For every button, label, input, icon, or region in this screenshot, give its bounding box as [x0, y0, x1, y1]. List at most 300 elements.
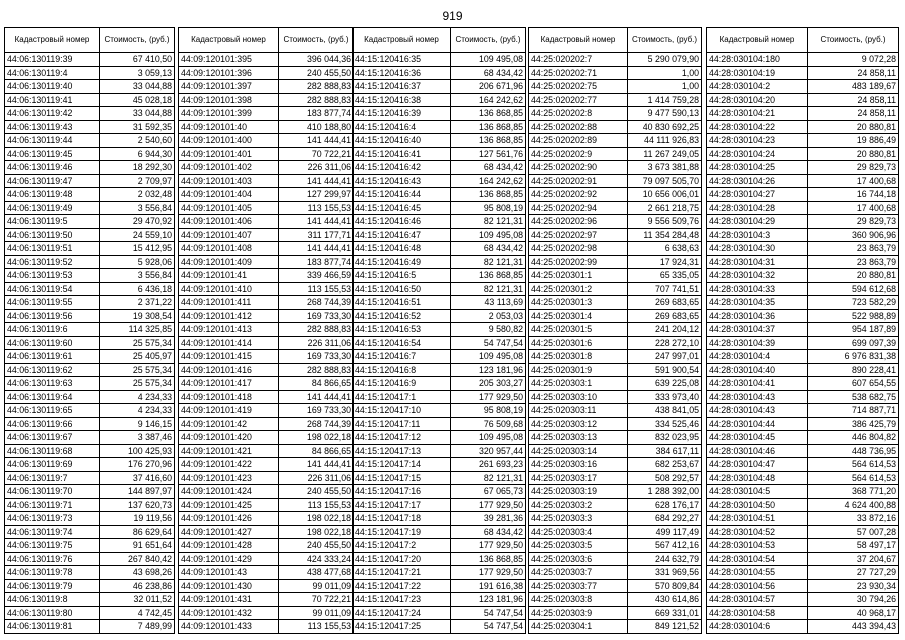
cadastral-header: Кадастровый номер: [707, 28, 808, 53]
table-row: [353, 350, 526, 364]
cadastral-number: 44:25:020303:14: [529, 444, 628, 458]
cost-value: 33 872,16: [808, 512, 899, 526]
cadastral-number: 44:25:020202:71: [529, 66, 628, 80]
cadastral-number: 44:15:120416:39: [353, 107, 451, 121]
table-row: [707, 120, 899, 134]
table-row: [353, 215, 526, 229]
cost-value: 1 288 392,00: [628, 485, 702, 499]
cadastral-number: 44:06:130119:43: [5, 120, 100, 134]
table-row: [179, 188, 354, 202]
cadastral-number: 44:06:130119:73: [5, 512, 100, 526]
cadastral-number: 44:09:120101:421: [179, 444, 279, 458]
cost-value: 169 733,30: [279, 309, 354, 323]
cost-value: 714 887,71: [808, 404, 899, 418]
cost-value: 177 929,50: [451, 539, 526, 553]
table-row: [5, 255, 175, 269]
cadastral-number: 44:09:120101:409: [179, 255, 279, 269]
cost-value: 82 121,31: [451, 282, 526, 296]
cost-value: 25 405,97: [100, 350, 175, 364]
table-row: [179, 255, 354, 269]
cadastral-number: 44:15:120416:8: [353, 363, 451, 377]
cost-value: 564 614,53: [808, 471, 899, 485]
cost-value: 169 733,30: [279, 404, 354, 418]
cadastral-number: 44:28:030104:4: [707, 350, 808, 364]
cost-value: 424 333,24: [279, 552, 354, 566]
table-row: [179, 458, 354, 472]
cost-value: 82 121,31: [451, 471, 526, 485]
cost-value: 2 371,22: [100, 296, 175, 310]
cadastral-number: 44:09:120101:417: [179, 377, 279, 391]
cadastral-number: 44:25:020301:5: [529, 323, 628, 337]
cost-value: 84 866,65: [279, 377, 354, 391]
table-row: [707, 363, 899, 377]
table-row: [707, 282, 899, 296]
cadastral-number: 44:25:020303:9: [529, 606, 628, 620]
cadastral-number: 44:28:030104:57: [707, 593, 808, 607]
table-row: [353, 296, 526, 310]
cost-value: 79 097 505,70: [628, 174, 702, 188]
cost-value: 43 698,26: [100, 566, 175, 580]
cost-value: 123 181,96: [451, 363, 526, 377]
cost-value: 141 444,41: [279, 215, 354, 229]
table-row: [179, 593, 354, 607]
cadastral-number: 44:06:130119:40: [5, 80, 100, 94]
cost-value: 4 742,45: [100, 606, 175, 620]
cost-value: 29 829,73: [808, 161, 899, 175]
cadastral-number: 44:25:020301:9: [529, 363, 628, 377]
cost-value: 40 968,17: [808, 606, 899, 620]
table-row: [5, 525, 175, 539]
table-row: [179, 552, 354, 566]
cost-value: 136 868,85: [451, 188, 526, 202]
cost-value: 3 556,84: [100, 269, 175, 283]
cadastral-number: 44:09:120101:400: [179, 134, 279, 148]
cost-value: 3 387,46: [100, 431, 175, 445]
table-row: [707, 161, 899, 175]
table-row: [5, 471, 175, 485]
cost-value: 268 744,39: [279, 417, 354, 431]
cadastral-number: 44:15:120416:40: [353, 134, 451, 148]
cost-value: 269 683,65: [628, 296, 702, 310]
table-row: [529, 188, 702, 202]
table-row: [529, 417, 702, 431]
cost-value: 448 736,95: [808, 444, 899, 458]
cost-table-2: [178, 27, 354, 634]
cadastral-number: 44:25:020303:1: [529, 377, 628, 391]
cost-value: 100 425,93: [100, 444, 175, 458]
cost-value: 198 022,18: [279, 525, 354, 539]
cadastral-number: 44:09:120101:432: [179, 606, 279, 620]
cadastral-number: 44:15:120417:24: [353, 606, 451, 620]
cost-value: 32 011,52: [100, 593, 175, 607]
cadastral-number: 44:15:120417:25: [353, 620, 451, 634]
table-row: [5, 404, 175, 418]
cost-value: 890 228,41: [808, 363, 899, 377]
table-row: [179, 66, 354, 80]
table-row: [353, 539, 526, 553]
cadastral-number: 44:28:030104:6: [707, 620, 808, 634]
table-row: [5, 93, 175, 107]
table-row: [353, 336, 526, 350]
table-row: [179, 309, 354, 323]
table-row: [353, 498, 526, 512]
table-row: [529, 282, 702, 296]
table-row: [529, 228, 702, 242]
cost-value: 699 097,39: [808, 336, 899, 350]
table-row: [707, 174, 899, 188]
cost-value: 176 270,96: [100, 458, 175, 472]
cost-value: 311 177,71: [279, 228, 354, 242]
cadastral-number: 44:15:120417:23: [353, 593, 451, 607]
cost-value: 446 804,82: [808, 431, 899, 445]
cadastral-number: 44:06:130119:64: [5, 390, 100, 404]
cadastral-number: 44:09:120101:404: [179, 188, 279, 202]
cost-value: 70 722,21: [279, 147, 354, 161]
cadastral-number: 44:15:120417:20: [353, 552, 451, 566]
cadastral-number: 44:09:120101:43: [179, 566, 279, 580]
cost-value: 17 400,68: [808, 174, 899, 188]
cadastral-number: 44:09:120101:413: [179, 323, 279, 337]
cadastral-number: 44:28:030104:35: [707, 296, 808, 310]
cadastral-number: 44:15:120416:54: [353, 336, 451, 350]
cost-value: 183 877,74: [279, 107, 354, 121]
cost-value: 368 771,20: [808, 485, 899, 499]
cost-value: 99 011,09: [279, 606, 354, 620]
table-row: [707, 80, 899, 94]
cost-value: 109 495,08: [451, 228, 526, 242]
table-row: [353, 377, 526, 391]
cadastral-number: 44:09:120101:401: [179, 147, 279, 161]
cost-value: 27 727,29: [808, 566, 899, 580]
cadastral-number: 44:06:130119:67: [5, 431, 100, 445]
cost-value: 682 253,67: [628, 458, 702, 472]
table-row: [529, 80, 702, 94]
cadastral-number: 44:28:030104:27: [707, 188, 808, 202]
cadastral-number: 44:15:120416:45: [353, 201, 451, 215]
cost-value: 30 794,26: [808, 593, 899, 607]
cadastral-number: 44:09:120101:412: [179, 309, 279, 323]
cost-value: 23 930,34: [808, 579, 899, 593]
table-row: [529, 93, 702, 107]
cost-value: 19 119,56: [100, 512, 175, 526]
cadastral-number: 44:28:030104:22: [707, 120, 808, 134]
cost-value: 17 400,68: [808, 201, 899, 215]
table-row: [529, 296, 702, 310]
table-row: [5, 620, 175, 634]
cost-value: 4 234,33: [100, 390, 175, 404]
table-row: [5, 174, 175, 188]
table-row: [707, 579, 899, 593]
cost-value: 538 682,75: [808, 390, 899, 404]
table-row: [353, 593, 526, 607]
table-row: [179, 377, 354, 391]
cadastral-number: 44:28:030104:20: [707, 93, 808, 107]
table-row: [5, 417, 175, 431]
cost-value: 127 561,76: [451, 147, 526, 161]
cost-value: 164 242,62: [451, 93, 526, 107]
cadastral-number: 44:15:120417:11: [353, 417, 451, 431]
table-row: [179, 174, 354, 188]
table-row: [5, 53, 175, 67]
table-row: [707, 485, 899, 499]
cadastral-number: 44:15:120417:22: [353, 579, 451, 593]
cost-value: 177 929,50: [451, 566, 526, 580]
cadastral-number: 44:09:120101:40: [179, 120, 279, 134]
table-row: [707, 552, 899, 566]
table-row: [707, 255, 899, 269]
table-row: [353, 242, 526, 256]
cost-value: 11 354 284,48: [628, 228, 702, 242]
cadastral-number: 44:28:030104:26: [707, 174, 808, 188]
cost-value: 24 858,11: [808, 93, 899, 107]
table-header-row: [353, 28, 526, 53]
cost-value: 19 886,49: [808, 134, 899, 148]
cadastral-number: 44:09:120101:423: [179, 471, 279, 485]
cost-value: 244 632,79: [628, 552, 702, 566]
cadastral-number: 44:09:120101:427: [179, 525, 279, 539]
cadastral-number: 44:25:020202:77: [529, 93, 628, 107]
cadastral-number: 44:28:030104:53: [707, 539, 808, 553]
cadastral-number: 44:06:130119:76: [5, 552, 100, 566]
table-row: [707, 377, 899, 391]
cost-value: 384 617,11: [628, 444, 702, 458]
table-row: [529, 255, 702, 269]
cadastral-number: 44:28:030104:21: [707, 107, 808, 121]
cadastral-number: 44:25:020301:6: [529, 336, 628, 350]
cost-value: 6 976 831,38: [808, 350, 899, 364]
cadastral-number: 44:15:120416:41: [353, 147, 451, 161]
table-row: [5, 215, 175, 229]
table-row: [179, 363, 354, 377]
cadastral-number: 44:06:130119:41: [5, 93, 100, 107]
table-row: [5, 363, 175, 377]
table-row: [179, 161, 354, 175]
cadastral-number: 44:28:030104:40: [707, 363, 808, 377]
table-row: [353, 107, 526, 121]
cadastral-header: Кадастровый номер: [179, 28, 279, 53]
cadastral-number: 44:06:130119:71: [5, 498, 100, 512]
cost-header: Стоимость, (руб.): [808, 28, 899, 53]
cost-value: 17 924,31: [628, 255, 702, 269]
table-row: [179, 444, 354, 458]
table-row: [353, 269, 526, 283]
cadastral-number: 44:15:120416:51: [353, 296, 451, 310]
cost-value: 25 575,34: [100, 377, 175, 391]
cadastral-number: 44:28:030104:43: [707, 404, 808, 418]
cost-value: 33 044,88: [100, 80, 175, 94]
cadastral-number: 44:06:130119:79: [5, 579, 100, 593]
table-row: [707, 350, 899, 364]
cadastral-header: Кадастровый номер: [529, 28, 628, 53]
cadastral-number: 44:25:020202:99: [529, 255, 628, 269]
table-row: [353, 620, 526, 634]
cost-header: Стоимость, (руб.): [279, 28, 354, 53]
cost-value: 3 673 381,88: [628, 161, 702, 175]
cadastral-number: 44:25:020303:4: [529, 525, 628, 539]
cadastral-number: 44:15:120417:14: [353, 458, 451, 472]
cadastral-number: 44:06:130119:66: [5, 417, 100, 431]
cadastral-number: 44:09:120101:433: [179, 620, 279, 634]
cadastral-number: 44:06:130119:46: [5, 161, 100, 175]
cost-value: 54 747,54: [451, 336, 526, 350]
cadastral-number: 44:06:130119:70: [5, 485, 100, 499]
cost-value: 109 495,08: [451, 431, 526, 445]
cost-value: 24 559,10: [100, 228, 175, 242]
table-row: [529, 174, 702, 188]
table-row: [5, 498, 175, 512]
cadastral-number: 44:28:030104:47: [707, 458, 808, 472]
table-row: [179, 282, 354, 296]
cost-value: 267 840,42: [100, 552, 175, 566]
cadastral-number: 44:25:020303:10: [529, 390, 628, 404]
cadastral-number: 44:15:120417:21: [353, 566, 451, 580]
cost-header: Стоимость, (руб.): [451, 28, 526, 53]
cadastral-number: 44:06:130119:4: [5, 66, 100, 80]
cost-value: 29 470,92: [100, 215, 175, 229]
table-row: [353, 390, 526, 404]
table-row: [707, 525, 899, 539]
cost-value: 20 880,81: [808, 120, 899, 134]
cadastral-number: 44:28:030104:50: [707, 498, 808, 512]
cost-value: 6 944,30: [100, 147, 175, 161]
cost-value: 832 023,95: [628, 431, 702, 445]
cadastral-number: 44:15:120416:4: [353, 120, 451, 134]
cost-value: 591 900,54: [628, 363, 702, 377]
cost-value: 594 612,68: [808, 282, 899, 296]
table-row: [353, 512, 526, 526]
cost-value: 141 444,41: [279, 242, 354, 256]
table-row: [353, 134, 526, 148]
cadastral-number: 44:28:030104:19: [707, 66, 808, 80]
cadastral-number: 44:25:020301:2: [529, 282, 628, 296]
cost-value: 567 412,16: [628, 539, 702, 553]
cost-value: 6 638,63: [628, 242, 702, 256]
cadastral-number: 44:25:020303:16: [529, 458, 628, 472]
cadastral-number: 44:09:120101:410: [179, 282, 279, 296]
cost-value: 240 455,50: [279, 66, 354, 80]
cost-value: 499 117,49: [628, 525, 702, 539]
cost-value: 37 204,67: [808, 552, 899, 566]
cost-value: 228 272,10: [628, 336, 702, 350]
cadastral-number: 44:06:130119:48: [5, 188, 100, 202]
table-row: [5, 512, 175, 526]
table-row: [353, 255, 526, 269]
cadastral-number: 44:06:130119:80: [5, 606, 100, 620]
table-row: [529, 309, 702, 323]
cost-value: 18 292,30: [100, 161, 175, 175]
table-row: [353, 323, 526, 337]
table-row: [179, 296, 354, 310]
cadastral-number: 44:09:120101:418: [179, 390, 279, 404]
cadastral-number: 44:25:020303:5: [529, 539, 628, 553]
table-row: [179, 431, 354, 445]
cadastral-number: 44:28:030104:52: [707, 525, 808, 539]
cadastral-number: 44:28:030104:44: [707, 417, 808, 431]
cost-value: 15 412,95: [100, 242, 175, 256]
table-header-row: [5, 28, 175, 53]
cost-value: 123 181,96: [451, 593, 526, 607]
cadastral-number: 44:15:120416:44: [353, 188, 451, 202]
table-row: [353, 80, 526, 94]
cost-value: 9 146,15: [100, 417, 175, 431]
cost-table-1: [4, 27, 175, 634]
table-row: [707, 444, 899, 458]
cost-value: 9 556 509,76: [628, 215, 702, 229]
cadastral-number: 44:28:030104:180: [707, 53, 808, 67]
cadastral-number: 44:09:120101:424: [179, 485, 279, 499]
cadastral-number: 44:09:120101:430: [179, 579, 279, 593]
cost-value: 44 111 926,83: [628, 134, 702, 148]
table-row: [5, 323, 175, 337]
table-row: [179, 350, 354, 364]
cadastral-number: 44:25:020303:8: [529, 593, 628, 607]
table-row: [179, 390, 354, 404]
cadastral-number: 44:28:030104:55: [707, 566, 808, 580]
cost-value: 2 709,97: [100, 174, 175, 188]
table-row: [179, 53, 354, 67]
cost-value: 9 072,28: [808, 53, 899, 67]
cadastral-number: 44:28:030104:29: [707, 215, 808, 229]
table-row: [5, 377, 175, 391]
cost-value: 240 455,50: [279, 485, 354, 499]
cadastral-number: 44:06:130119:68: [5, 444, 100, 458]
cost-value: 82 121,31: [451, 255, 526, 269]
cost-value: 198 022,18: [279, 431, 354, 445]
cost-value: 508 292,57: [628, 471, 702, 485]
cadastral-number: 44:06:130119:6: [5, 323, 100, 337]
cadastral-number: 44:09:120101:41: [179, 269, 279, 283]
cost-value: 438 841,05: [628, 404, 702, 418]
table-row: [707, 471, 899, 485]
table-row: [529, 390, 702, 404]
table-row: [179, 620, 354, 634]
cadastral-number: 44:15:120416:43: [353, 174, 451, 188]
cost-value: 33 044,88: [100, 107, 175, 121]
cadastral-number: 44:09:120101:415: [179, 350, 279, 364]
cost-value: 639 225,08: [628, 377, 702, 391]
cost-value: 29 829,73: [808, 215, 899, 229]
cadastral-number: 44:06:130119:65: [5, 404, 100, 418]
cadastral-number: 44:06:130119:53: [5, 269, 100, 283]
cost-value: 282 888,83: [279, 363, 354, 377]
table-row: [353, 552, 526, 566]
cost-value: 84 866,65: [279, 444, 354, 458]
table-row: [179, 525, 354, 539]
cadastral-number: 44:06:130119:62: [5, 363, 100, 377]
cadastral-number: 44:06:130119:81: [5, 620, 100, 634]
cost-value: 282 888,83: [279, 323, 354, 337]
cost-value: 177 929,50: [451, 498, 526, 512]
table-row: [529, 66, 702, 80]
table-row: [529, 147, 702, 161]
cadastral-number: 44:28:030104:32: [707, 269, 808, 283]
cost-value: 136 868,85: [451, 552, 526, 566]
cost-value: 410 188,80: [279, 120, 354, 134]
table-row: [5, 228, 175, 242]
table-row: [353, 188, 526, 202]
table-row: [179, 134, 354, 148]
table-row: [529, 458, 702, 472]
cost-table-3: [352, 27, 526, 634]
cost-value: 141 444,41: [279, 458, 354, 472]
cost-value: 191 616,38: [451, 579, 526, 593]
table-row: [529, 215, 702, 229]
cost-value: 11 267 249,05: [628, 147, 702, 161]
cost-value: 113 155,53: [279, 498, 354, 512]
cost-value: 607 654,55: [808, 377, 899, 391]
cost-value: 226 311,06: [279, 336, 354, 350]
cost-table-4: [528, 27, 702, 634]
